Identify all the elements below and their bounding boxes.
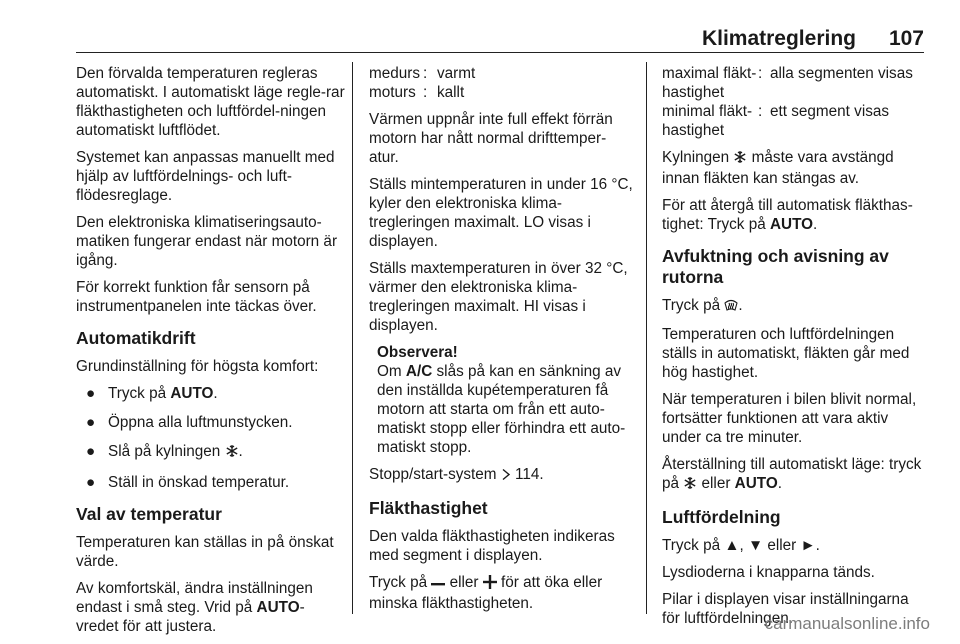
paragraph: Den valda fläkthastigheten indikeras med segment i displayen. [369, 528, 615, 564]
bullet: ● [86, 474, 96, 491]
definition-row: maximal fläkt-hastighet : alla segmenten visas [662, 65, 913, 101]
heading-defrost: Avfuktning och avisning av rutorna [662, 246, 889, 287]
page-header [0, 0, 960, 56]
paragraph: Stopp/start-system 114. [369, 465, 635, 486]
list-item: ● Slå på kylningen . [76, 442, 346, 463]
bullet: ● [86, 385, 96, 402]
definition-row: medurs : varmt [369, 65, 476, 82]
paragraph: Tryck på ▲, ▼ eller ►. [662, 537, 820, 554]
key-label: AUTO [734, 475, 778, 492]
windshield-defrost-icon [724, 297, 738, 317]
minus-icon [431, 575, 445, 594]
paragraph: Lysdioderna i knapparna tänds. [662, 564, 875, 581]
paragraph: Den förvalda temperaturen regleras automatiskt. I automatiskt läge regle-rar fläkthastigheten och luftfördel-ningen automatiskt luftflödet. [76, 65, 345, 139]
paragraph: Ställs maxtemperaturen in över 32 °C, värmer den elektroniska klima-tregleringen maximalt. HI visas i displayen. [369, 260, 628, 334]
watermark: carmanualsonline.info [764, 614, 930, 633]
note-box [369, 343, 635, 457]
bullet: ● [86, 414, 96, 431]
list-item: ● Ställ in önskad temperatur. [86, 474, 290, 491]
page-link[interactable]: 114 [515, 466, 540, 483]
paragraph: När temperaturen i bilen blivit normal, fortsätter funktionen att vara aktiv under ca tre minuter. [662, 391, 917, 446]
arrow-up-icon: ▲ [724, 537, 740, 554]
paragraph: Grundinställning för högsta komfort: [76, 358, 319, 375]
key-label: AUTO [256, 599, 300, 616]
arrow-right-icon: ► [800, 537, 816, 554]
key-label: A/C [405, 363, 433, 380]
definition-row: minimal fläkt-hastighet : ett segment visas [662, 103, 890, 139]
paragraph: Av komfortskäl, ändra inställningen endast i små steg. Vrid på AUTO-vredet för att justera. [76, 580, 313, 635]
snowflake-icon [683, 476, 697, 495]
heading-temperature: Val av temperatur [76, 504, 222, 524]
heading-automatic-mode: Automatikdrift [76, 328, 196, 348]
paragraph: Den elektroniska klimatiseringsauto-matiken fungerar endast när motorn är igång. [76, 214, 338, 269]
section-title: Klimatreglering [701, 27, 856, 50]
key-label: AUTO [170, 385, 214, 402]
column-divider [352, 62, 353, 614]
note-title: Observera! [377, 344, 458, 361]
paragraph: Temperaturen och luftfördelningen ställs in automatiskt, fläkten går med hög hastighet. [662, 326, 910, 381]
note-text: Om A/C slås på kan en sänkning av den inställda kupétemperaturen få motorn att starta om från ett auto-matiskt stopp eller förhindra ett auto-matiskt stopp. [377, 363, 626, 456]
paragraph: Temperaturen kan ställas in på önskat värde. [76, 534, 334, 570]
header-divider [76, 52, 924, 53]
paragraph: Tryck på . [662, 296, 926, 317]
heading-fan-speed: Fläkthastighet [369, 498, 488, 518]
fan-speed-table [662, 64, 926, 140]
column-divider [646, 62, 647, 614]
arrow-down-icon: ▼ [747, 537, 764, 554]
paragraph: För korrekt funktion får sensorn på instrumentpanelen inte täckas över. [76, 279, 317, 315]
column-3 [662, 64, 926, 636]
paragraph: Återställning till automatiskt läge: tryck på eller AUTO. [662, 455, 926, 495]
definition-row: moturs : kallt [369, 84, 465, 101]
list-item: ● Öppna alla luftmunstycken. [86, 414, 293, 431]
snowflake-icon [733, 150, 747, 169]
page-reference-arrow-icon [501, 467, 511, 486]
paragraph: Kylningen måste vara avstängd innan fläkten kan stängas av. [662, 149, 894, 187]
bullet: ● [86, 443, 96, 460]
paragraph: Tryck på eller för att öka eller minska fläkthastigheten. [369, 574, 603, 612]
paragraph: Värmen uppnår inte full effekt förrän motorn har nått normal drifttemper-atur. [369, 111, 613, 166]
snowflake-icon [225, 444, 239, 463]
paragraph: Ställs mintemperaturen in under 16 °C, kyler den elektroniska klima-tregleringen maximalt. LO visas i displayen. [369, 176, 633, 250]
plus-icon [483, 575, 497, 594]
column-1 [76, 64, 346, 644]
key-label: AUTO [769, 216, 814, 233]
list-item: ● Tryck på AUTO. [86, 385, 218, 402]
bullet-list [76, 384, 346, 492]
paragraph: För att återgå till automatisk fläkthas-tighet: Tryck på AUTO. [662, 197, 913, 233]
column-2 [369, 64, 635, 621]
page-number: 107 [888, 27, 924, 50]
heading-air-distribution: Luftfördelning [662, 507, 781, 527]
paragraph: Systemet kan anpassas manuellt med hjälp av luftfördelnings- och luft-flödesreglage. [76, 149, 335, 204]
paragraph: Pilar i displayen visar inställningarna för luftfördelningen. [662, 591, 909, 627]
